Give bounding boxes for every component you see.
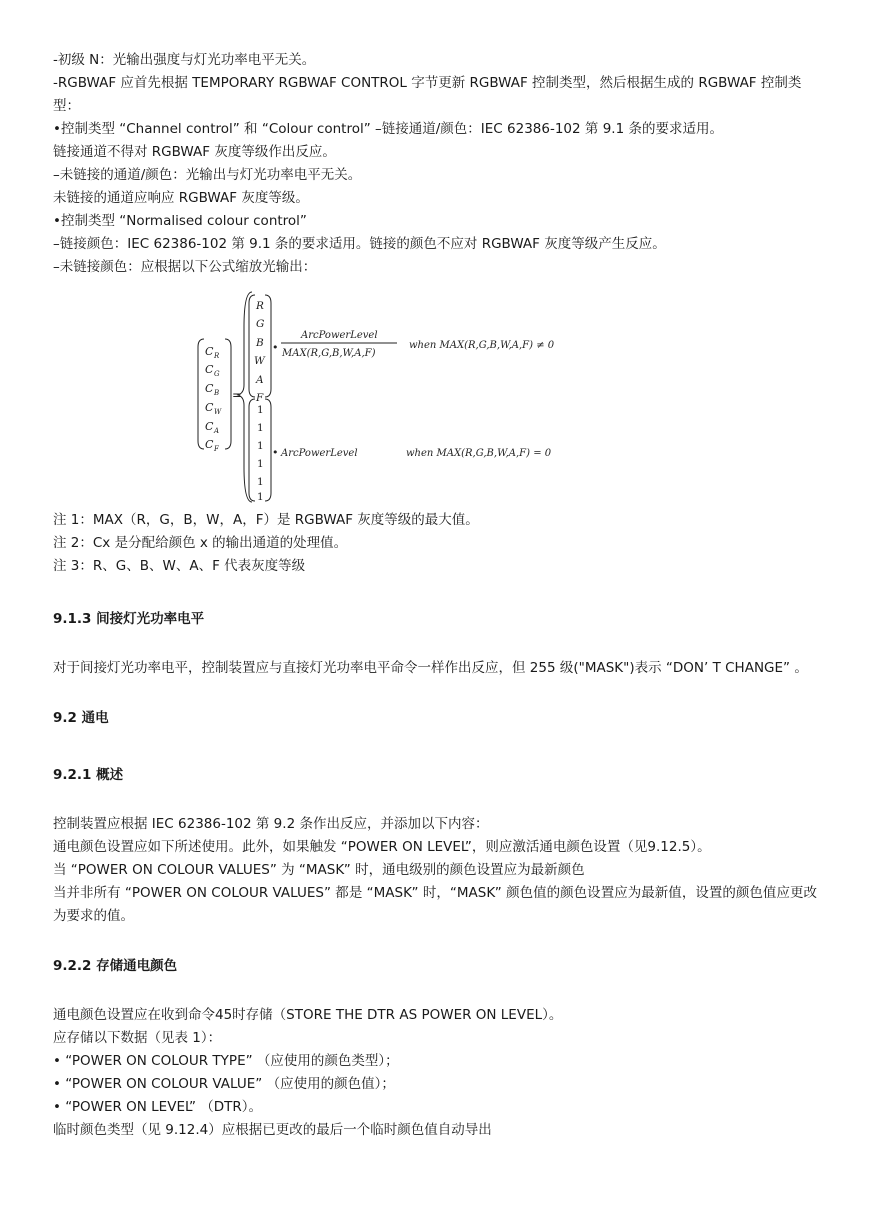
- section-text-9-1-3: 对于间接灯光功率电平，控制装置应与直接灯光功率电平命令一样作出反应，但 255 级("MASK")表示 “DON’ T CHANGE” 。: [53, 660, 808, 676]
- lhs-sub-g: G: [214, 370, 220, 378]
- text-line: •控制类型 “Channel control” 和 “Colour control” –链接通道/颜色：IEC 62386-102 第 9.1 条的要求适用。: [53, 121, 723, 137]
- text-line: 链接通道不得对 RGBWAF 灰度等级作出反应。: [53, 144, 336, 160]
- lhs-sub-r: R: [214, 352, 220, 360]
- list-item: • “POWER ON COLOUR TYPE” （应使用的颜色类型）；: [53, 1053, 399, 1069]
- list-item: • “POWER ON COLOUR VALUE” （应使用的颜色值）；: [53, 1076, 395, 1092]
- text-line: -初级 N：光输出强度与灯光功率电平无关。: [53, 52, 316, 68]
- top-vector-f: F: [256, 392, 264, 404]
- note-3: 注 3：R、G、B、W、A、F 代表灰度等级: [53, 558, 306, 574]
- text-line: •控制类型 “Normalised colour control”: [53, 213, 307, 229]
- section-heading-9-2-2: 9.2.2 存储通电颜色: [53, 958, 178, 974]
- fraction-denominator: MAX(R,G,B,W,A,F): [282, 348, 376, 359]
- top-vector-r: R: [256, 300, 264, 312]
- text-line: 应存储以下数据（见表 1）：: [53, 1030, 222, 1046]
- lhs-sub-b: B: [214, 389, 220, 397]
- top-vector-w: W: [254, 355, 265, 367]
- lhs-sub-a: A: [214, 427, 220, 435]
- document-page: [53, 0, 817, 1142]
- text-line: 临时颜色类型（见 9.12.4）应根据已更改的最后一个临时颜色值自动导出: [53, 1122, 492, 1138]
- lhs-c-w: C: [205, 401, 214, 414]
- bottom-vector-1: 1: [257, 404, 264, 416]
- bottom-vector-5: 1: [257, 476, 264, 488]
- bottom-vector-3: 1: [257, 440, 264, 452]
- text-line: 当并非所有 “POWER ON COLOUR VALUES” 都是 “MASK” 时，“MASK” 颜色值的颜色设置应为最新值，设置的颜色值应更改为要求的值。: [53, 885, 817, 924]
- bottom-vector-4: 1: [257, 458, 264, 470]
- bottom-vector-2: 1: [257, 422, 264, 434]
- lhs-sub-w: W: [214, 408, 222, 416]
- multiply-dot-top: •: [272, 341, 279, 354]
- section-heading-9-2-1: 9.2.1 概述: [53, 767, 124, 783]
- lhs-c-a: C: [205, 420, 214, 433]
- list-item: • “POWER ON LEVEL” （DTR）。: [53, 1099, 263, 1115]
- equals-sign: =: [232, 388, 243, 402]
- bottom-vector-6: 1: [257, 491, 264, 503]
- lhs-c-r: C: [205, 345, 214, 358]
- text-line: 控制装置应根据 IEC 62386-102 第 9.2 条作出反应，并添加以下内容：: [53, 816, 489, 832]
- top-vector-g: G: [256, 318, 265, 330]
- text-line: –未链接颜色：应根据以下公式缩放光输出：: [53, 259, 317, 275]
- text-line: –未链接的通道/颜色：光输出与灯光功率电平无关。: [53, 167, 362, 183]
- top-vector-a: A: [256, 374, 264, 386]
- lhs-c-b: C: [205, 382, 214, 395]
- text-line: 通电颜色设置应如下所述使用。此外，如果触发 “POWER ON LEVEL”，则应激活通电颜色设置（见9.12.5）。: [53, 839, 711, 855]
- condition-zero: when MAX(R,G,B,W,A,F) = 0: [406, 448, 552, 459]
- lhs-sub-f: F: [214, 445, 219, 453]
- text-line: –链接颜色：IEC 62386-102 第 9.1 条的要求适用。链接的颜色不应对 RGBWAF 灰度等级产生反应。: [53, 236, 666, 252]
- text-line: -RGBWAF 应首先根据 TEMPORARY RGBWAF CONTROL 字节更新 RGBWAF 控制类型，然后根据生成的 RGBWAF 控制类型：: [53, 75, 802, 114]
- section-heading-9-1-3: 9.1.3 间接灯光功率电平: [53, 611, 205, 627]
- condition-nonzero: when MAX(R,G,B,W,A,F) ≠ 0: [409, 340, 555, 351]
- bottom-factor: ArcPowerLevel: [281, 448, 358, 459]
- lhs-c-f: C: [205, 438, 214, 451]
- lhs-c-g: C: [205, 363, 214, 376]
- text-line: 未链接的通道应响应 RGBWAF 灰度等级。: [53, 190, 309, 206]
- section-heading-9-2: 9.2 通电: [53, 710, 109, 726]
- note-2: 注 2：Cx 是分配给颜色 x 的输出通道的处理值。: [53, 535, 348, 551]
- fraction-numerator: ArcPowerLevel: [301, 330, 378, 341]
- note-1: 注 1：MAX（R，G，B，W，A，F）是 RGBWAF 灰度等级的最大值。: [53, 512, 479, 528]
- multiply-dot-bottom: •: [272, 446, 279, 459]
- text-line: 通电颜色设置应在收到命令45时存储（STORE THE DTR AS POWER ON LEVEL）。: [53, 1007, 563, 1023]
- top-vector-b: B: [256, 337, 264, 349]
- text-line: 当 “POWER ON COLOUR VALUES” 为 “MASK” 时，通电级别的颜色设置应为最新颜色: [53, 862, 585, 878]
- scaling-formula: [53, 287, 817, 507]
